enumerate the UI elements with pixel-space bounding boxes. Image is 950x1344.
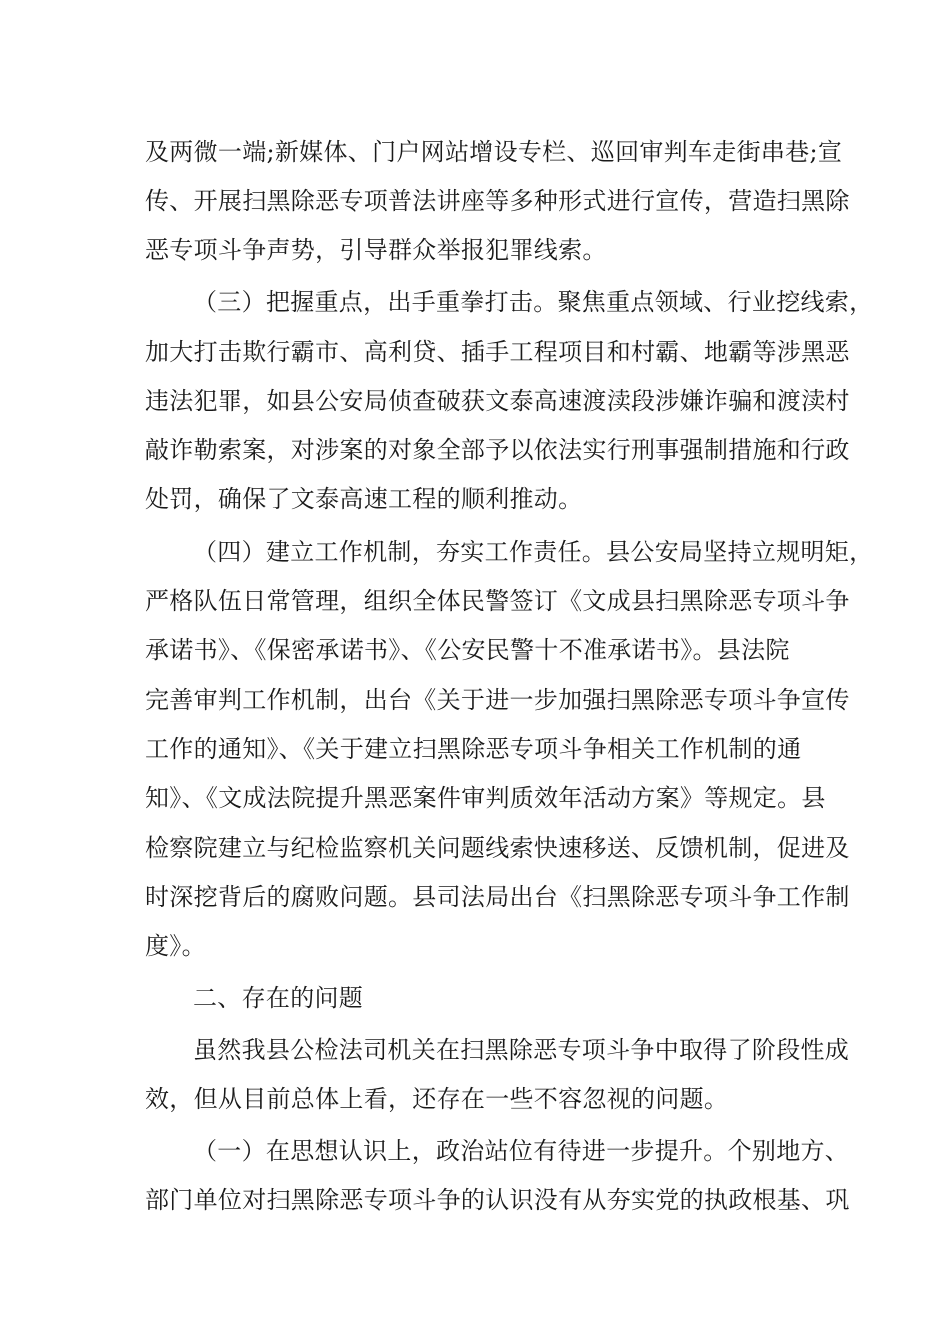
text-line: 完善审判工作机制，出台《关于进一步加强扫黑除恶专项斗争宣传 [145, 686, 850, 714]
text-line: 处罚，确保了文泰高速工程的顺利推动。 [145, 485, 583, 513]
text-line: 时深挖背后的腐败问题。县司法局出台《扫黑除恶专项斗争工作制 [145, 883, 850, 911]
text-line: 违法犯罪，如县公安局侦查破获文泰高速渡渎段涉嫌诈骗和渡渎村 [145, 387, 850, 415]
text-line: 效，但从目前总体上看，还存在一些不容忽视的问题。 [145, 1085, 729, 1113]
text-line: 检察院建立与纪检监察机关问题线索快速移送、反馈机制，促进及 [145, 834, 850, 862]
text-line: 承诺书》、《保密承诺书》、《公安民警十不准承诺书》。县法院 [145, 636, 790, 664]
text-line: 及两微一端;新媒体、门户网站增设专栏、巡回审判车走街串巷;宣 [145, 138, 843, 166]
text-line: 恶专项斗争声势，引导群众举报犯罪线索。 [145, 236, 607, 264]
text-line: 工作的通知》、《关于建立扫黑除恶专项斗争相关工作机制的通 [145, 735, 802, 763]
text-line: 加大打击欺行霸市、高利贷、插手工程项目和村霸、地霸等涉黑恶 [145, 338, 850, 366]
section-heading: 二、存在的问题 [193, 984, 364, 1012]
text-line: 传、开展扫黑除恶专项普法讲座等多种形式进行宣传，营造扫黑除 [145, 187, 850, 215]
paragraph-heading-4: （四）建立工作机制，夯实工作责任。县公安局坚持立规明矩， [193, 538, 874, 566]
text-line: 度》。 [145, 932, 206, 960]
text-line: 知》、《文成法院提升黑恶案件审判质效年活动方案》等规定。县 [145, 784, 826, 812]
text-line: 虽然我县公检法司机关在扫黑除恶专项斗争中取得了阶段性成 [193, 1036, 850, 1064]
text-line: 敲诈勒索案，对涉案的对象全部予以依法实行刑事强制措施和行政 [145, 436, 850, 464]
text-line: 部门单位对扫黑除恶专项斗争的认识没有从夯实党的执政根基、巩 [145, 1186, 850, 1214]
paragraph-heading-1: （一）在思想认识上，政治站位有待进一步提升。个别地方、 [193, 1137, 850, 1165]
paragraph-heading-3: （三）把握重点，出手重拳打击。聚焦重点领域、行业挖线索， [193, 288, 874, 316]
text-line: 严格队伍日常管理，组织全体民警签订《文成县扫黑除恶专项斗争 [145, 587, 850, 615]
